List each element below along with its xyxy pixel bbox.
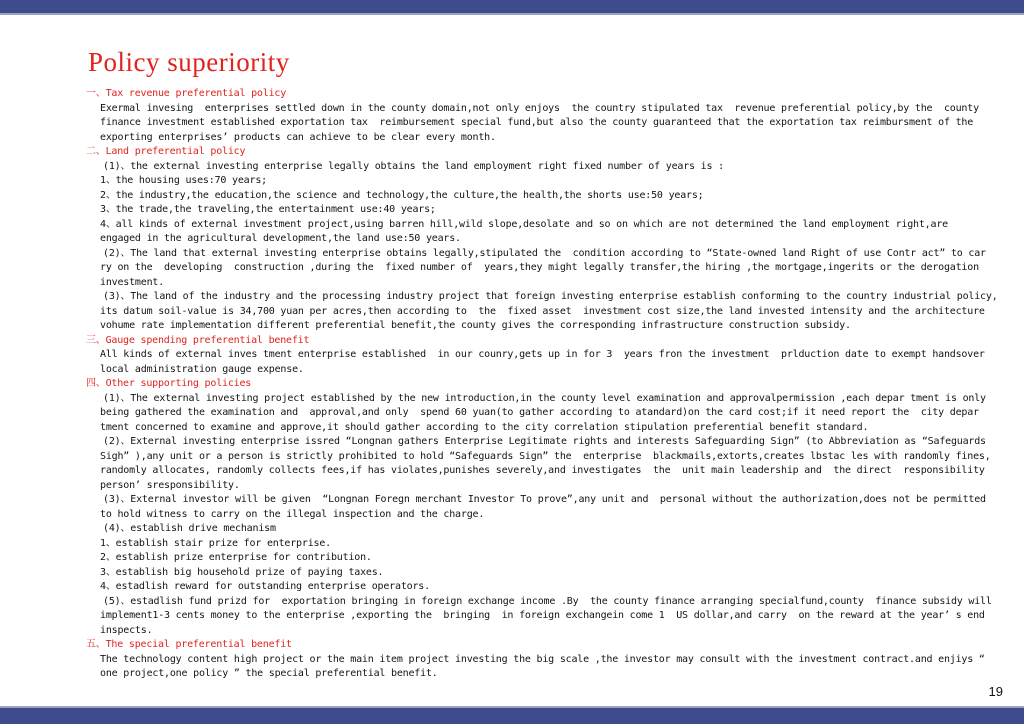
text-line: engaged in the agricultural development,the land use:50 years. xyxy=(100,233,461,244)
text-line: to hold witness to carry on the illegal inspection and the charge. xyxy=(100,508,485,520)
content-area xyxy=(0,15,1024,706)
text-line: (1)、the external investing enterprise legally obtains the land employment right fixed number of years is : xyxy=(103,160,724,172)
text-line: The technology content high project or the main item project investing the big scale ,the investor may consult with the investment contract.and enjiys “ xyxy=(100,653,985,665)
text-line: person’ sresponsibility. xyxy=(100,479,240,491)
text-line: 1、establish stair prize for enterprise. xyxy=(100,537,331,549)
text-line: vohume rate implementation different preferential benefit,the county gives the corresponding infrastructure construction subsidy. xyxy=(100,320,851,331)
text-line: All kinds of external inves tment enterprise established in our counry,gets up in for 3 years fron the investment prlduction date to exempt handsover xyxy=(100,349,985,360)
text-line: implement1-3 cents money to the enterprise ,exporting the bringing in foreign exchangein come 1 US dollar,and carry on the reward at the year’ s end xyxy=(100,610,985,621)
text-line: (1)、The external investing project established by the new introduction,in the county level examination and approvalpermission ,each depar tment is only xyxy=(103,392,986,404)
text-line: (3)、External investor will be given “Longnan Foregn merchant Investor To prove”,any unit and personal without the authorization,does not be permitted xyxy=(103,494,986,505)
section-header-5: 五、The special preferential benefit xyxy=(86,639,292,650)
text-line: 2、establish prize enterprise for contribution. xyxy=(100,552,372,563)
text-line: 4、estadlish reward for outstanding enterprise operators. xyxy=(100,581,430,592)
text-line: one project,one policy ” the special preferential benefit. xyxy=(100,668,438,679)
text-line: investment. xyxy=(100,276,165,288)
text-line: local administration gauge expense. xyxy=(100,363,304,375)
text-line: 3、establish big household prize of paying taxes. xyxy=(100,566,384,578)
text-line: randomly allocates, randomly collects fees,if has violates,punishes severely,and investigates the unit main leadership and the direct responsibility xyxy=(100,465,985,476)
section-header-4: 四、Other supporting policies xyxy=(86,378,252,389)
section-header-2: 二、Land preferential policy xyxy=(86,146,246,157)
page-number: 19 xyxy=(988,684,1003,699)
sections-container xyxy=(86,87,1004,682)
text-line: 2、the industry,the education,the science and technology,the culture,the health,the shorts use:50 years; xyxy=(100,189,704,201)
text-line: Sigh” ),any unit or a person is strictly prohibited to hold “Safeguards Sign” the enterprise blackmails,extorts,creates lbstac les with randomly fines, xyxy=(100,450,991,462)
text-line: (4)、establish drive mechanism xyxy=(103,523,276,534)
text-line: (2)、External investing enterprise issred “Longnan gathers Enterprise Legitimate rights and interests Safeguarding Sign” (to Abbreviation as “Safeguards xyxy=(103,436,986,447)
text-line: tment concerned to examine and approve,it should gather according to the city correlation stipulation preferential benefit standard. xyxy=(100,421,869,433)
text-line: (2)、The land that external investing enterprise obtains legally,stipulated the condition according to “State-owned land Right of use Contr act” to car xyxy=(103,247,986,259)
section-header-3: 三、Gauge spending preferential benefit xyxy=(86,334,310,346)
top-bar xyxy=(0,0,1024,15)
text-line: (3)、The land of the industry and the processing industry project that foreign investing enterprise establish conforming to the country industrial policy, xyxy=(103,291,998,302)
page-title: Policy superiority xyxy=(88,47,290,77)
text-line: ry on the developing construction ,during the fixed number of years,they might legally transfer,the hiring ,the mortgage,ingerits or the derogation xyxy=(100,262,979,273)
text-line: 4、all kinds of external investment project,using barren hill,wild slope,desolate and so on which are not determined the land employment right,are xyxy=(100,218,948,230)
text-line: its datum soil-value is 34,700 yuan per acres,then according to the fixed asset investment cost size,the land invested intensity and the architecture xyxy=(100,305,985,317)
text-line: 1、the housing uses:70 years; xyxy=(100,175,267,186)
text-line: Exermal invesing enterprises settled down in the county domain,not only enjoys the country stipulated tax revenue preferential policy,by the county xyxy=(100,102,979,114)
text-line: (5)、estadlish fund prizd for exportation bringing in foreign exchange income .By the county finance arranging specialfund,county finance subsidy will xyxy=(103,595,992,607)
text-line: 3、the trade,the traveling,the entertainment use:40 years; xyxy=(100,204,436,215)
text-line: exporting enterprises’ products can achieve to be clear every month. xyxy=(100,131,496,143)
bottom-bar xyxy=(0,706,1024,724)
text-line: inspects. xyxy=(100,624,153,636)
text-line: being gathered the examination and approval,and only spend 60 yuan(to gather according to atandard)on the card cost;if it need report the city depar xyxy=(100,407,979,418)
section-header-1: 一、Tax revenue preferential policy xyxy=(86,88,287,99)
text-line: finance investment established exportation tax reimbursement special fund,but also the county guaranteed that the exportation tax reimbursment of the xyxy=(100,117,974,128)
